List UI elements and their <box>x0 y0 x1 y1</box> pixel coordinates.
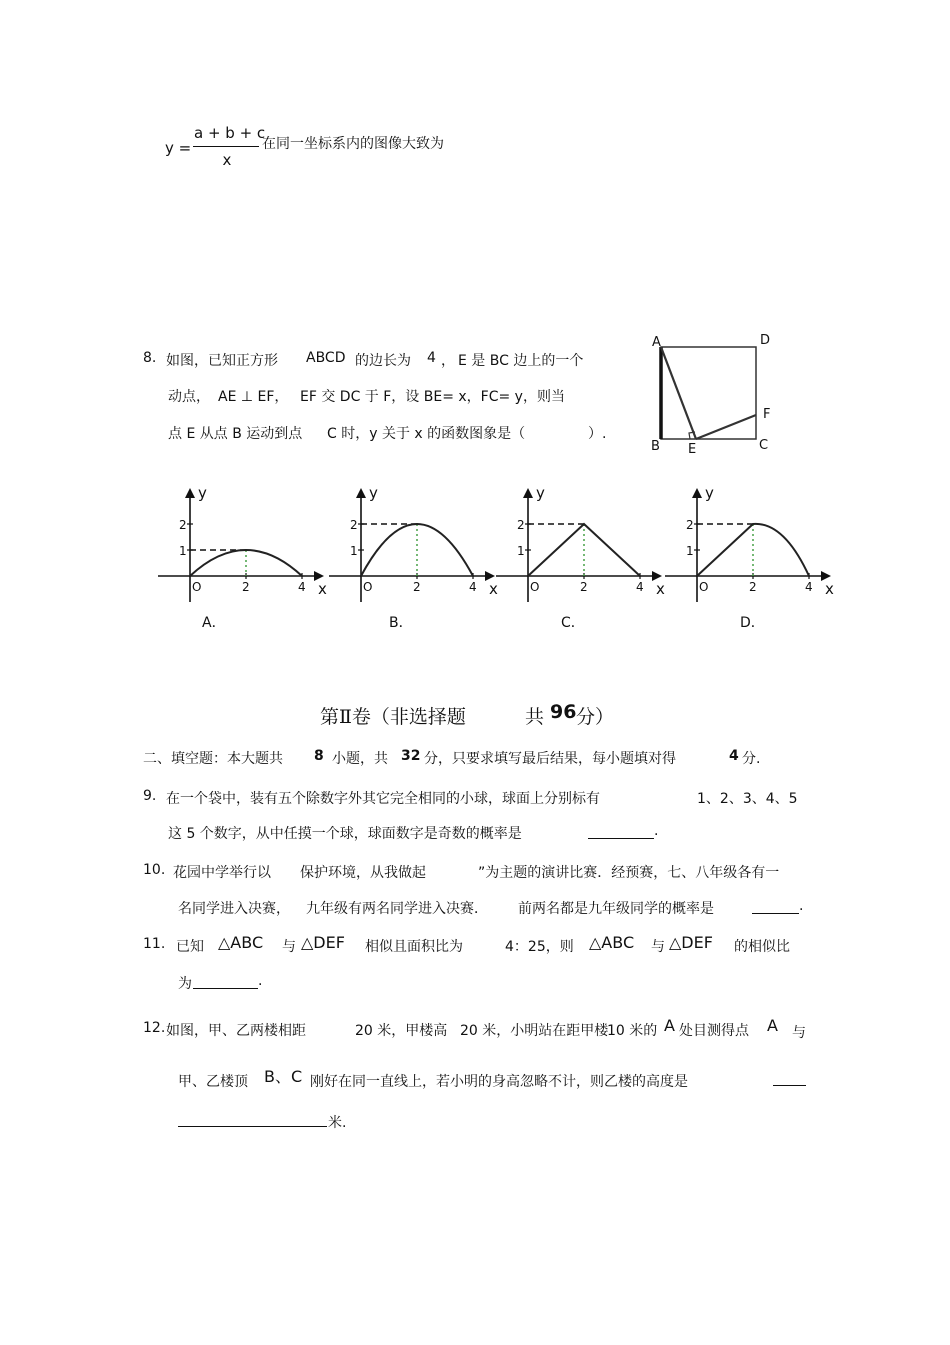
q8-line1-a: 如图，已知正方形 <box>166 353 278 369</box>
x-tick-label-2: 2 <box>580 580 588 594</box>
y-axis-label: y <box>198 484 207 502</box>
y-axis-arrow <box>185 488 195 498</box>
q10-line2-b: 九年级有两名同学进入决赛． <box>306 901 488 917</box>
y-axis-label: y <box>705 484 714 502</box>
y-axis-arrow <box>692 488 702 498</box>
q8-line1-b: ABCD <box>306 350 346 366</box>
q8-number: 8. <box>143 350 157 366</box>
x-axis-label: x <box>489 580 498 598</box>
intro-a: 二、填空题：本大题共 <box>143 751 283 767</box>
x-tick-label-2: 2 <box>749 580 757 594</box>
y-tick-label-2: 2 <box>179 518 187 532</box>
graph-option-4 <box>665 482 845 612</box>
q8-line1-d: 4 <box>427 350 436 366</box>
q12-line1-f: 处目测得点 <box>679 1023 749 1039</box>
graph-option-2 <box>329 482 509 612</box>
q8-line2-a: 动点， <box>168 389 210 405</box>
intro-e: 分，只要求填写最后结果，每小题填对得 <box>424 751 676 767</box>
q8-line3-a: 点 E 从点 B 运动到点 <box>168 426 303 442</box>
q8-line1-c: 的边长为 <box>355 353 411 369</box>
segment-ae <box>661 347 696 439</box>
label-f: F <box>763 407 771 422</box>
formula-lhs: y = <box>165 139 192 157</box>
label-a: A <box>652 335 661 350</box>
y-tick-label-2: 2 <box>517 518 525 532</box>
q12-line2-a: 甲、乙楼顶 <box>178 1074 248 1090</box>
y-axis-label: y <box>536 484 545 502</box>
x-tick-label-4: 4 <box>636 580 644 594</box>
q12-line2-c: 刚好在同一直线上，若小明的身高忽略不计，则乙楼的高度是 <box>310 1074 688 1090</box>
y-tick-label-1: 1 <box>517 544 525 558</box>
fraction-bar <box>193 146 259 147</box>
q12-line1-b: 20 米，甲楼高 <box>355 1023 448 1039</box>
q11-c: 与 <box>282 939 296 955</box>
q8-line3-b: C 时，y 关于 x 的函数图象是（ <box>327 426 526 442</box>
section2-title-a: 第Ⅱ卷（非选择题 <box>320 706 466 728</box>
y-axis-label: y <box>369 484 378 502</box>
q10-number: 10. <box>143 862 166 878</box>
square-abcd <box>661 347 756 439</box>
intro-f: 4 <box>729 748 739 764</box>
q9-answer-blank <box>588 824 654 839</box>
q11-f: 4：25，则 <box>505 939 574 955</box>
x-axis-label: x <box>656 580 665 598</box>
origin-label: O <box>699 580 709 594</box>
q9-line2: 这 5 个数字，从中任摸一个球，球面数字是奇数的概率是 <box>168 826 522 842</box>
label-e: E <box>688 442 697 456</box>
origin-label: O <box>192 580 202 594</box>
function-curve <box>190 550 302 576</box>
intro-g: 分. <box>742 751 761 767</box>
q11-h: 与 <box>651 939 665 955</box>
y-tick-label-2: 2 <box>686 518 694 532</box>
section2-title-c: 96 <box>550 701 577 723</box>
label-d: D <box>760 333 771 348</box>
q8-line1-f: E 是 BC 边上的一个 <box>458 353 584 369</box>
formula-denominator: x <box>222 151 232 169</box>
graph-option-1 <box>158 482 338 612</box>
q10-line2-end: . <box>799 898 804 914</box>
q9-line2-end: . <box>654 823 659 839</box>
intro-c: 小题，共 <box>332 751 388 767</box>
x-tick-label-4: 4 <box>298 580 306 594</box>
q11-d: △DEF <box>301 933 345 952</box>
y-axis-arrow <box>356 488 366 498</box>
section2-title-b: 共 <box>525 706 545 728</box>
q11-e: 相似且面积比为 <box>365 939 463 955</box>
square-figure <box>648 330 780 456</box>
graph-option-letter[interactable]: C． <box>561 615 585 631</box>
q12-line3-end: 米. <box>328 1115 347 1131</box>
q12-line1-h: 与 <box>792 1025 806 1041</box>
y-tick-label-1: 1 <box>686 544 694 558</box>
q10-line1-a: 花园中学举行以 <box>173 865 271 881</box>
origin-label: O <box>530 580 540 594</box>
segment-ef <box>696 415 756 439</box>
x-tick-label-4: 4 <box>469 580 477 594</box>
graph-option-letter[interactable]: B． <box>389 615 413 631</box>
q9-number: 9. <box>143 788 157 804</box>
q12-line1-e: A <box>664 1016 675 1035</box>
q11-j: 的相似比 <box>734 939 790 955</box>
section2-title-d: 分） <box>576 706 615 728</box>
q12-number: 12. <box>143 1020 166 1036</box>
intro-d: 32 <box>401 748 421 764</box>
x-tick-label-2: 2 <box>413 580 421 594</box>
q11-g: △ABC <box>589 933 635 952</box>
formula-tail: 在同一坐标系内的图像大致为 <box>262 136 444 152</box>
y-tick-label-1: 1 <box>350 544 358 558</box>
q11-b: △ABC <box>218 933 264 952</box>
q12-line1-g: A <box>767 1016 778 1035</box>
graph-option-letter[interactable]: D． <box>740 615 765 631</box>
q12-answer-blank-2 <box>178 1112 327 1127</box>
x-tick-label-4: 4 <box>805 580 813 594</box>
graph-option-letter[interactable]: A． <box>202 615 226 631</box>
q9-numbers: 1、2、3、4、5 <box>697 791 798 807</box>
q11-number: 11. <box>143 936 166 952</box>
q11-answer-blank <box>193 974 258 989</box>
q10-line1-b: 保护环境，从我做起 <box>300 865 426 881</box>
q11-i: △DEF <box>669 933 713 952</box>
origin-label: O <box>363 580 373 594</box>
q12-line1-c: 20 米，小明站在距甲楼 <box>460 1023 609 1039</box>
q9-line1: 在一个袋中，装有五个除数字外其它完全相同的小球，球面上分别标有 <box>166 791 600 807</box>
q10-line2-c: 前两名都是九年级同学的概率是 <box>518 901 714 917</box>
q11-a: 已知 <box>176 939 204 955</box>
graph-option-3 <box>496 482 676 612</box>
q12-line2-b: B、C <box>264 1067 303 1086</box>
q10-answer-blank <box>752 899 799 914</box>
q10-line2-a: 名同学进入决赛， <box>178 901 290 917</box>
label-b: B <box>651 439 660 454</box>
q12-line1-a: 如图，甲、乙两楼相距 <box>166 1023 306 1039</box>
q12-line1-d: 10 米的 <box>607 1023 658 1039</box>
q12-answer-blank-1 <box>773 1071 806 1086</box>
formula-numerator: a + b + c <box>194 124 266 142</box>
x-tick-label-2: 2 <box>242 580 250 594</box>
x-axis-label: x <box>825 580 834 598</box>
label-c: C <box>759 438 769 453</box>
q11-line2-end: . <box>258 973 263 989</box>
q8-line1-e: ， <box>441 353 455 369</box>
q11-line2-a: 为 <box>178 976 192 992</box>
q8-line3-c: ）. <box>588 426 607 442</box>
y-tick-label-1: 1 <box>179 544 187 558</box>
intro-b: 8 <box>314 748 324 764</box>
y-tick-label-2: 2 <box>350 518 358 532</box>
q10-line1-c: ”为主题的演讲比赛．经预赛，七、八年级各有一 <box>478 865 780 881</box>
y-axis-arrow <box>523 488 533 498</box>
x-axis-label: x <box>318 580 327 598</box>
q8-line2-b: AE ⊥ EF， <box>218 389 289 405</box>
q8-line2-c: EF 交 DC 于 F，设 BE= x，FC= y，则当 <box>300 389 565 405</box>
